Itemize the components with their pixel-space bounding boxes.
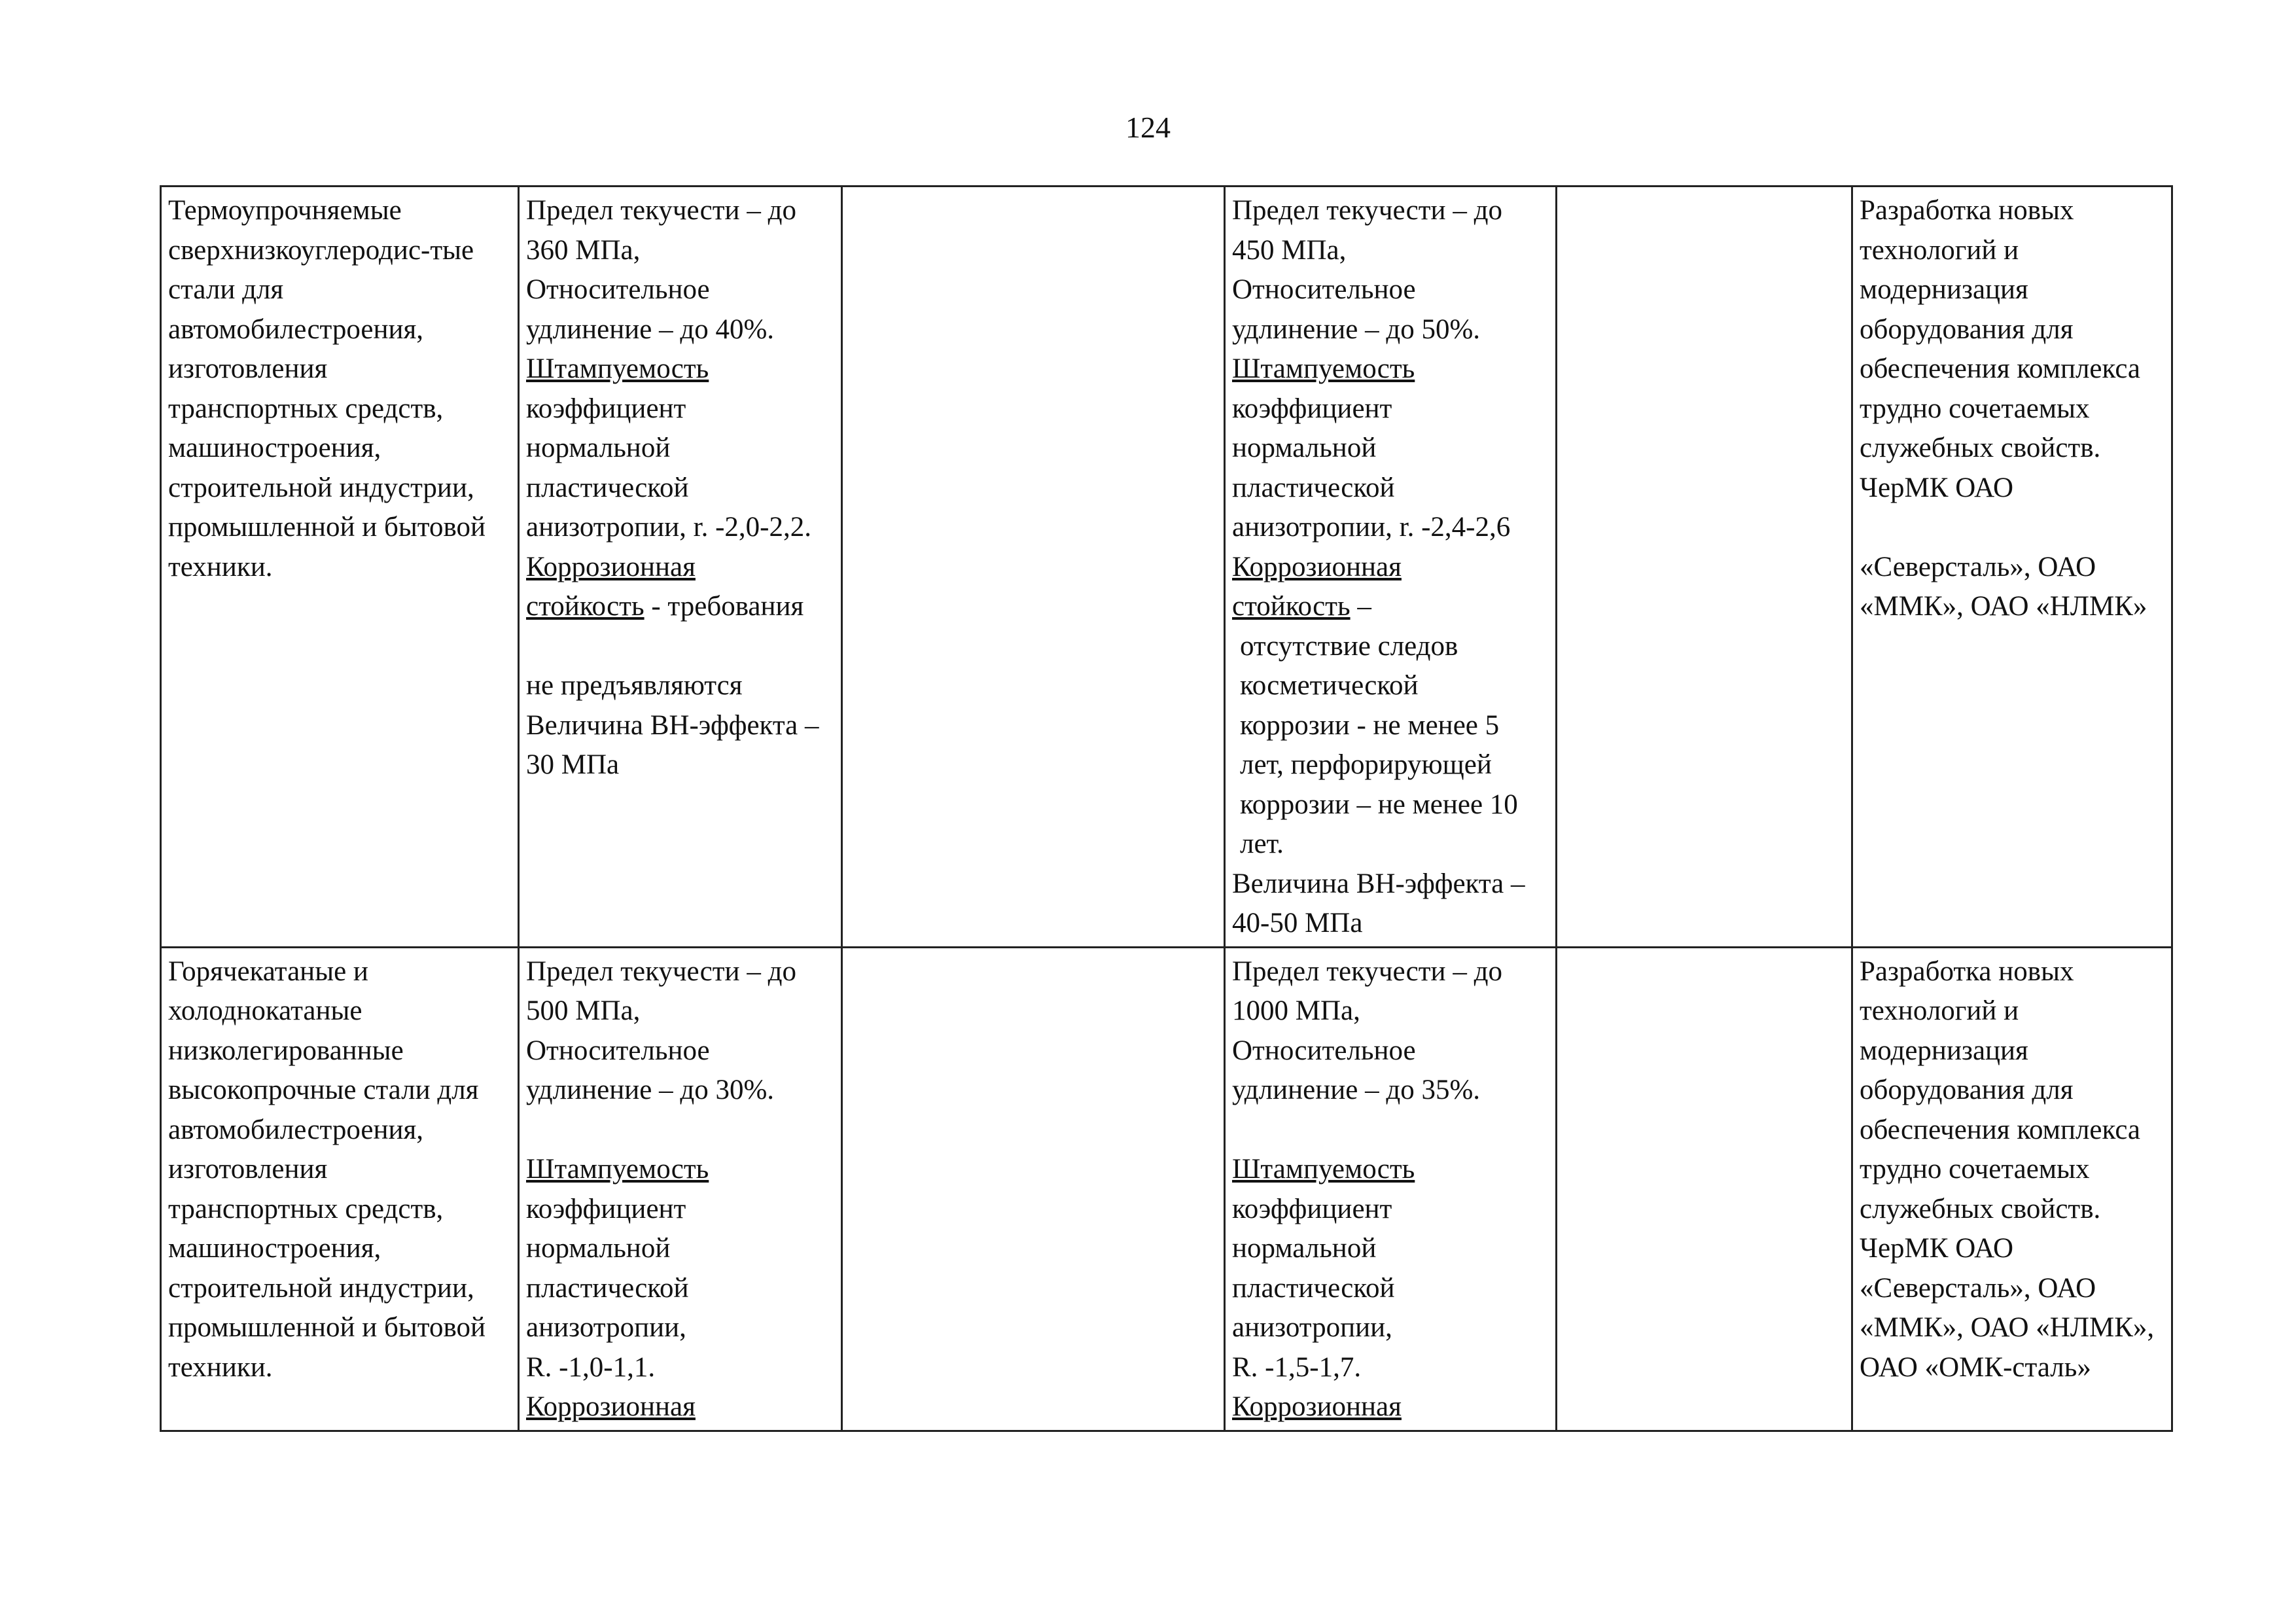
text-line: «Северсталь», ОАО (1860, 551, 2096, 582)
stampability-heading: Штампуемость (1232, 1154, 1415, 1185)
text-fragment: – (1350, 591, 1371, 622)
text-line: обеспечения комплекса (1860, 353, 2141, 384)
text-line: косметической (1240, 670, 1419, 701)
product-line: техники. (168, 1351, 273, 1383)
text-line: коррозии – не менее 10 (1240, 789, 1518, 820)
text-line (1232, 587, 1549, 627)
current-properties-cell (519, 947, 842, 1431)
text-line: не предъявляются (526, 670, 743, 701)
stampability-heading: Штампуемость (1232, 353, 1415, 384)
product-line: низколегированные (168, 1035, 404, 1066)
empty-cell (1557, 187, 1852, 948)
text-line: служебных свойств. (1860, 433, 2101, 463)
text-line: анизотропии, (1232, 1312, 1392, 1343)
spacer (1860, 508, 2164, 548)
product-line: изготовления (168, 1154, 328, 1185)
product-line: машиностроения, (168, 1233, 381, 1264)
text-line: Относительное (1232, 274, 1416, 305)
text-line: «ММК», ОАО «НЛМК» (1860, 591, 2147, 622)
text-line: лет. (1240, 829, 1284, 859)
product-line: высокопрочные стали для (168, 1075, 479, 1105)
product-line: Термоупрочняемые (168, 195, 402, 226)
product-line: Горячекатаные и (168, 955, 368, 987)
text-line: коррозии - не менее 5 (1240, 709, 1500, 741)
text-line: 360 МПа, (526, 234, 641, 266)
text-line: R. -1,0-1,1. (526, 1351, 656, 1383)
text-line: Величина ВН-эффекта – (526, 709, 819, 741)
text-line: коэффициент (1232, 1193, 1392, 1224)
text-line: нормальной (1232, 433, 1377, 463)
product-line: автомобилестроения, (168, 313, 424, 345)
text-line: технологий и (1860, 995, 2019, 1026)
text-line: оборудования для (1860, 1075, 2074, 1105)
spacer (1232, 1111, 1549, 1150)
text-line: модернизация (1860, 274, 2028, 305)
text-line (526, 587, 834, 627)
text-line: Разработка новых (1860, 955, 2074, 987)
stampability-heading: Штампуемость (526, 1154, 709, 1185)
text-line: ЧерМК ОАО (1860, 472, 2014, 503)
text-line: лет, перфорирующей (1240, 749, 1492, 780)
text-line: служебных свойств. (1860, 1193, 2101, 1224)
text-line: Предел текучести – до (1232, 955, 1502, 987)
text-line: отсутствие следов (1240, 630, 1458, 662)
text-line: ЧерМК ОАО (1860, 1233, 2014, 1264)
product-line: машиностроения, (168, 433, 381, 463)
product-line: сверхнизкоуглеродис-тые (168, 234, 474, 266)
measures-cell (1852, 947, 2172, 1431)
text-line: анизотропии, r. -2,4-2,6 (1232, 512, 1511, 543)
text-line: Относительное (1232, 1035, 1416, 1066)
text-line: коэффициент (526, 1193, 686, 1224)
text-line: удлинение – до 30%. (526, 1075, 775, 1105)
text-line: оборудования для (1860, 313, 2074, 345)
text-line: анизотропии, (526, 1312, 686, 1343)
requirements-table (160, 185, 2173, 1432)
target-properties-cell (1225, 187, 1557, 948)
text-line: Предел текучести – до (526, 195, 796, 226)
text-line: технологий и (1860, 234, 2019, 266)
text-fragment: - требования (644, 591, 804, 622)
measures-cell (1852, 187, 2172, 948)
target-properties-cell (1225, 947, 1557, 1431)
text-line: Разработка новых (1860, 195, 2074, 226)
text-line: нормальной (1232, 1233, 1377, 1264)
product-line: холоднокатаные (168, 995, 362, 1026)
text-line: 1000 МПа, (1232, 995, 1360, 1026)
text-line: «ММК», ОАО «НЛМК», (1860, 1312, 2155, 1343)
product-line: промышленной и бытовой (168, 512, 486, 543)
text-line: анизотропии, r. -2,0-2,2. (526, 512, 811, 543)
text-line: 30 МПа (526, 749, 620, 780)
product-line: транспортных средств, (168, 1193, 444, 1224)
text-line: трудно сочетаемых (1860, 1154, 2090, 1185)
text-line: нормальной (526, 433, 671, 463)
text-line: обеспечения комплекса (1860, 1114, 2141, 1145)
text-line: «Северсталь», ОАО (1860, 1272, 2096, 1304)
stampability-heading: Штампуемость (526, 353, 709, 384)
text-line: трудно сочетаемых (1860, 393, 2090, 424)
page-number: 124 (1125, 111, 1171, 144)
table-row (161, 947, 2172, 1431)
text-line: Относительное (526, 274, 710, 305)
empty-cell (842, 187, 1225, 948)
table-row (161, 187, 2172, 948)
product-cell (161, 187, 519, 948)
corrosion-heading: Коррозионная (1232, 1391, 1402, 1422)
resistance-heading: стойкость (1232, 591, 1351, 622)
corrosion-heading: Коррозионная (526, 551, 696, 582)
product-line: промышленной и бытовой (168, 1312, 486, 1343)
resistance-heading: стойкость (526, 591, 645, 622)
text-line: пластической (526, 472, 689, 503)
product-line: строительной индустрии, (168, 1272, 474, 1304)
text-line: удлинение – до 40%. (526, 313, 775, 345)
text-line: пластической (526, 1272, 689, 1304)
product-line: стали для (168, 274, 284, 305)
product-cell (161, 947, 519, 1431)
text-line: нормальной (526, 1233, 671, 1264)
text-line: коэффициент (526, 393, 686, 424)
text-line: Величина ВН-эффекта – (1232, 868, 1525, 899)
corrosion-heading: Коррозионная (1232, 551, 1402, 582)
spacer (526, 627, 834, 667)
text-line: удлинение – до 50%. (1232, 313, 1481, 345)
text-line: 500 МПа, (526, 995, 641, 1026)
text-line: пластической (1232, 472, 1395, 503)
text-line: пластической (1232, 1272, 1395, 1304)
text-line: Предел текучести – до (526, 955, 796, 987)
text-line: Предел текучести – до (1232, 195, 1502, 226)
empty-cell (842, 947, 1225, 1431)
product-line: строительной индустрии, (168, 472, 474, 503)
product-line: техники. (168, 551, 273, 582)
text-line: модернизация (1860, 1035, 2028, 1066)
corrosion-heading: Коррозионная (526, 1391, 696, 1422)
text-line: Относительное (526, 1035, 710, 1066)
spacer (526, 1111, 834, 1150)
product-line: транспортных средств, (168, 393, 444, 424)
product-line: изготовления (168, 353, 328, 384)
text-line: R. -1,5-1,7. (1232, 1351, 1362, 1383)
text-line: коэффициент (1232, 393, 1392, 424)
current-properties-cell (519, 187, 842, 948)
text-line: 450 МПа, (1232, 234, 1347, 266)
product-line: автомобилестроения, (168, 1114, 424, 1145)
empty-cell (1557, 947, 1852, 1431)
text-line: ОАО «ОМК-сталь» (1860, 1351, 2091, 1383)
text-line: удлинение – до 35%. (1232, 1075, 1481, 1105)
text-line: 40-50 МПа (1232, 908, 1363, 938)
